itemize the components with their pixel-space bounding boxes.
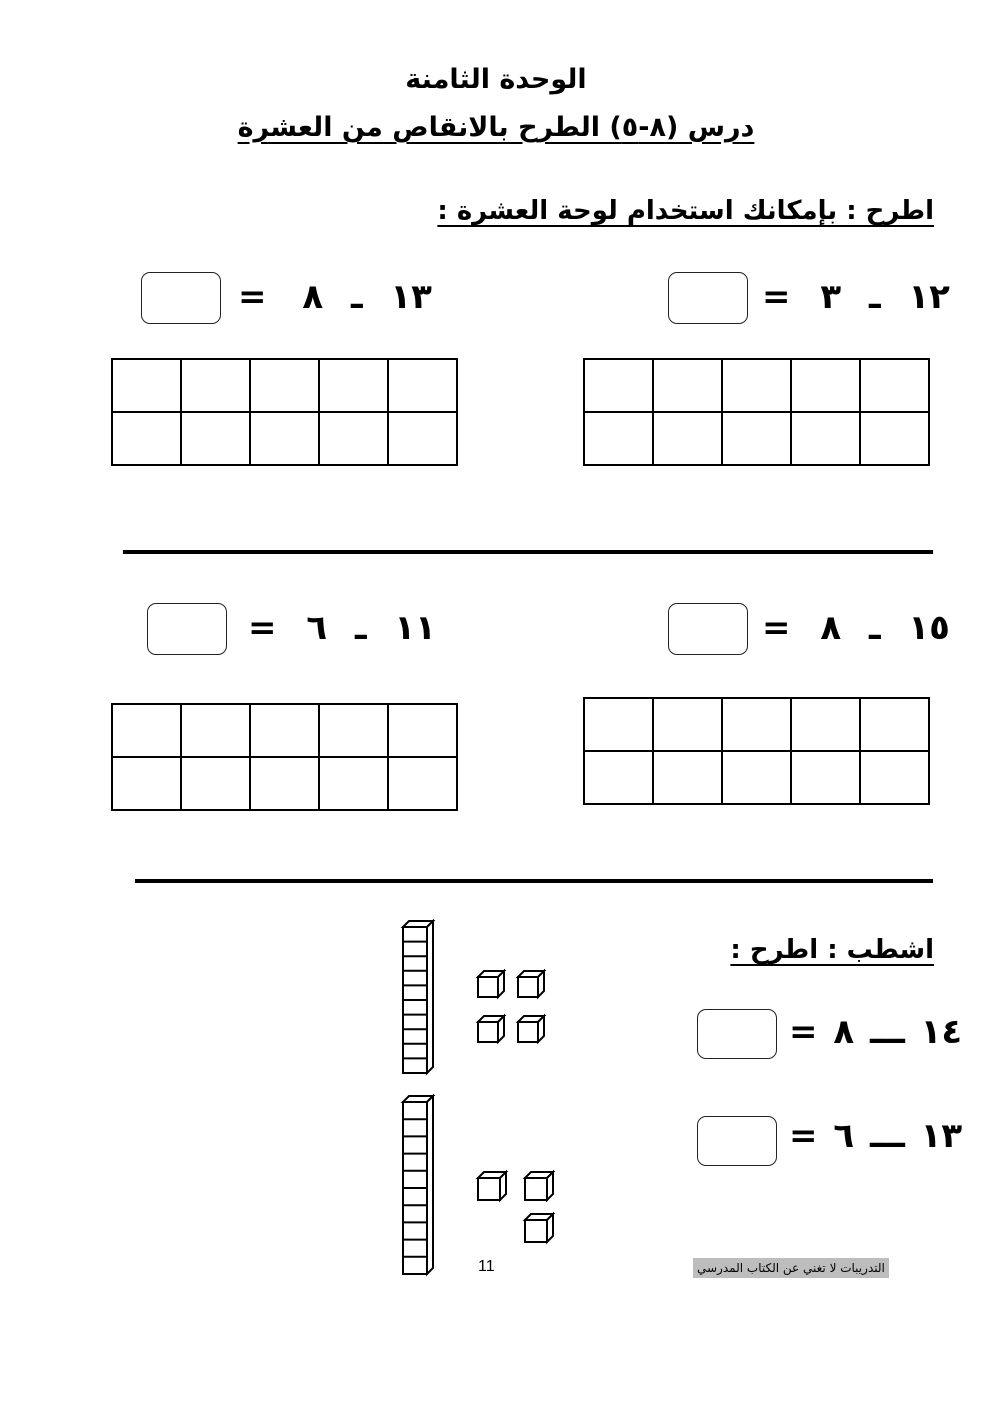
- minus-sign: ـ: [868, 608, 881, 648]
- ten-frame[interactable]: [111, 703, 458, 811]
- subtrahend: ٨: [820, 608, 842, 648]
- minuend: ١١: [394, 608, 436, 648]
- lesson-title: [0, 112, 992, 143]
- minuend: ١٥: [908, 608, 950, 648]
- page-number: 11: [478, 1258, 495, 1275]
- unit-cubes-icon[interactable]: [478, 1172, 553, 1242]
- minuend: ١٣: [920, 1116, 963, 1156]
- answer-box[interactable]: [697, 1009, 777, 1059]
- equals-sign: =: [789, 1116, 818, 1156]
- answer-box[interactable]: [141, 272, 221, 324]
- subtrahend: ٨: [833, 1012, 855, 1052]
- minus-sign: ـ: [868, 277, 881, 317]
- unit-title: الوحدة الثامنة: [405, 64, 587, 95]
- ten-frame[interactable]: [583, 358, 930, 466]
- minuend: ١٤: [920, 1012, 963, 1052]
- unit-cubes-icon[interactable]: [478, 971, 544, 1042]
- answer-box[interactable]: [668, 603, 748, 655]
- equation-13-minus-6: [789, 1116, 962, 1156]
- equation-12-minus-3: [762, 277, 950, 317]
- subtrahend: ٦: [833, 1116, 855, 1156]
- minuend: ١٣: [390, 277, 432, 317]
- minus-sign: ـــ: [869, 1116, 905, 1156]
- minus-sign: ـ: [350, 277, 363, 317]
- base-ten-blocks-14: [395, 915, 575, 1080]
- instruction-ten-frame: اطرح : بإمكانك استخدام لوحة العشرة :: [437, 196, 934, 226]
- lesson-title-text: درس (٨-٥) الطرح بالانقاص من العشرة: [237, 112, 755, 143]
- equation-13-minus-8: [238, 277, 432, 317]
- subtrahend: ٣: [820, 277, 842, 317]
- minus-sign: ـ: [354, 608, 367, 648]
- equation-15-minus-8: [762, 608, 950, 648]
- answer-box[interactable]: [147, 603, 227, 655]
- equals-sign: =: [762, 608, 793, 648]
- subtrahend: ٦: [306, 608, 328, 648]
- footer-note: التدريبات لا تغني عن الكتاب المدرسي: [693, 1258, 889, 1278]
- divider-line: [123, 550, 933, 554]
- ten-frame[interactable]: [583, 697, 930, 805]
- equals-sign: =: [248, 608, 279, 648]
- ten-frame[interactable]: [111, 358, 458, 466]
- answer-box[interactable]: [668, 272, 748, 324]
- equals-sign: =: [789, 1012, 818, 1052]
- equation-11-minus-6: [248, 608, 436, 648]
- instruction-cross-out: اشطب : اطرح :: [730, 935, 934, 965]
- equation-14-minus-8: [789, 1012, 962, 1052]
- subtrahend: ٨: [302, 277, 324, 317]
- minus-sign: ـــ: [869, 1012, 905, 1052]
- minuend: ١٢: [908, 277, 950, 317]
- equals-sign: =: [762, 277, 793, 317]
- divider-line: [135, 879, 933, 883]
- equals-sign: =: [238, 277, 269, 317]
- answer-box[interactable]: [697, 1116, 777, 1166]
- ten-rod-icon[interactable]: [403, 1096, 433, 1274]
- base-ten-blocks-13: [395, 1090, 575, 1280]
- ten-rod-icon[interactable]: [403, 921, 433, 1073]
